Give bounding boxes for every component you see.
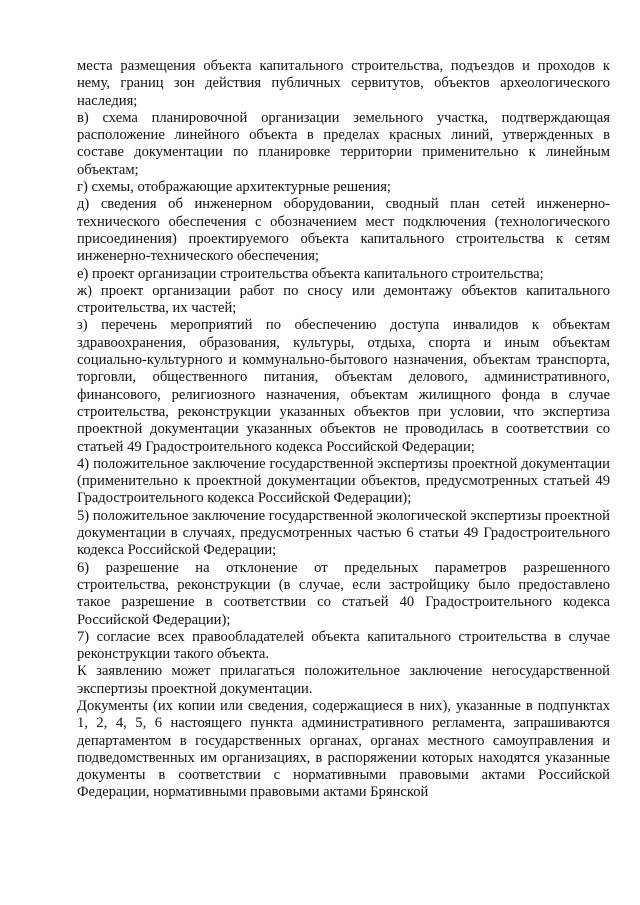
paragraph-continuation: места размещения объекта капитального строительства, подъездов и проходов к нему, границ зон действия публичных сервитутов, объектов археологического наследия; [77,58,610,109]
paragraph-documents-request: Документы (их копии или сведения, содержащиеся в них), указанные в подпунктах 1, 2, 4, 5, 6 настоящего пункта административного регламента, запрашиваются департаментом в государственных органах, органах местного самоуправления и подведомственных им организациях, в распоряжении которых находятся указанные документы в соответствии с нормативными правовыми актами Российской Федерации, нормативными правовыми актами Брянской [77,697,610,801]
paragraph-item-4: 4) положительное заключение государственной экспертизы проектной документации (применительно к проектной документации объектов, предусмотренных статьей 49 Градостроительного кодекса Российской Федерации); [77,455,610,507]
paragraph-attachment-note: К заявлению может прилагаться положительное заключение негосударственной экспертизы проектной документации. [77,663,610,697]
paragraph-item-zh: ж) проект организации работ по сносу или демонтажу объектов капитального строительства, их частей; [77,282,610,317]
paragraph-item-7: 7) согласие всех правообладателей объекта капитального строительства в случае реконструкции такого объекта. [77,628,610,663]
paragraph-item-d: д) сведения об инженерном оборудовании, сводный план сетей инженерно-технического обеспечения с обозначением мест подключения (технологического присоединения) проектируемого объекта капитального строительства к сетям инженерно-технического обеспечения; [77,196,610,265]
paragraph-item-e: е) проект организации строительства объекта капитального строительства; [77,265,544,282]
paragraph-item-g: г) схемы, отображающие архитектурные решения; [77,179,391,196]
paragraph-item-z: з) перечень мероприятий по обеспечению доступа инвалидов к объектам здравоохранения, образования, культуры, отдыха, спорта и иным объектам социально-культурного и коммунально-бытового назначения, объектам транспорта, торговли, общественного питания, объектам делового, административного, финансового, религиозного назначения, объектам жилищного фонда в случае строительства, реконструкции указанных объектов при условии, что экспертиза проектной документации указанных объектов не проводилась в соответствии со статьей 49 Градостроительного кодекса Российской Федерации; [77,317,610,455]
paragraph-item-6: 6) разрешение на отклонение от предельных параметров разрешенного строительства, реконструкции (в случае, если застройщику было предоставлено такое разрешение в соответствии со статьей 40 Градостроительного кодекса Российской Федерации); [77,559,610,628]
paragraph-item-5: 5) положительное заключение государственной экологической экспертизы проектной документации в случаях, предусмотренных частью 6 статьи 49 Градостроительного кодекса Российской Федерации; [77,507,610,559]
paragraph-item-v: в) схема планировочной организации земельного участка, подтверждающая расположение линейного объекта в пределах красных линий, утвержденных в составе документации по планировке территории применительно к линейным объектам; [77,109,610,178]
document-page [77,58,610,802]
